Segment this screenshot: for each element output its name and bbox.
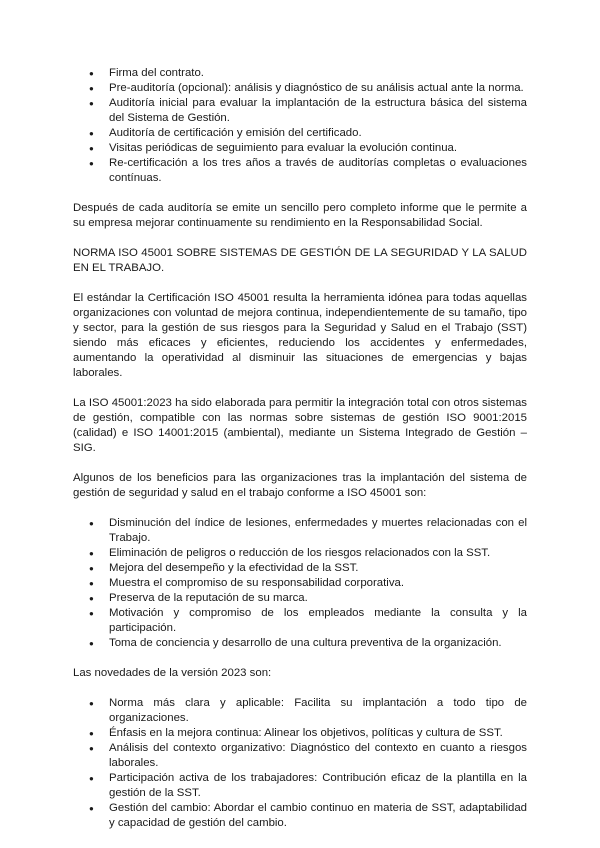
list-item: ● Visitas periódicas de seguimiento para evaluar la evolución continua.: [73, 141, 527, 156]
list-item: ● Gestión del cambio: Abordar el cambio continuo en materia de SST, adaptabilidad y capacidad de gestión del cambio.: [73, 801, 527, 831]
list-item: ● Participación activa de los trabajadores: Contribución eficaz de la plantilla en la gestión de la SST.: [73, 771, 527, 801]
paragraph: Después de cada auditoría se emite un sencillo pero completo informe que le permite a su empresa mejorar continuamente su rendimiento en la Responsabilidad Social.: [73, 202, 527, 229]
process-steps-list: [73, 66, 527, 186]
list-item: ● Auditoría inicial para evaluar la implantación de la estructura básica del sistema del Sistema de Gestión.: [73, 96, 527, 126]
list-item: ● Preserva de la reputación de su marca.: [73, 591, 527, 606]
list-item: ● Motivación y compromiso de los empleados mediante la consulta y la participación.: [73, 606, 527, 636]
list-item: ● Análisis del contexto organizativo: Diagnóstico del contexto en cuanto a riesgos laborales.: [73, 741, 527, 771]
list-item: ● Firma del contrato.: [73, 66, 527, 81]
paragraph: Las novedades de la versión 2023 son:: [73, 667, 272, 679]
list-item: ● Re-certificación a los tres años a través de auditorías completas o evaluaciones contínuas.: [73, 156, 527, 186]
paragraph: Algunos de los beneficios para las organizaciones tras la implantación del sistema de gestión de seguridad y salud en el trabajo conforme a ISO 45001 son:: [73, 472, 527, 499]
list-item: ● Muestra el compromiso de su responsabilidad corporativa.: [73, 576, 527, 591]
list-item: ● Pre-auditoría (opcional): análisis y diagnóstico de su análisis actual ante la norma.: [73, 81, 527, 96]
list-item: ● Auditoría de certificación y emisión del certificado.: [73, 126, 527, 141]
benefits-list: [73, 516, 527, 651]
list-item: ● Énfasis en la mejora continua: Alinear los objetivos, políticas y cultura de SST.: [73, 726, 527, 741]
list-item: ● Norma más clara y aplicable: Facilita su implantación a todo tipo de organizaciones.: [73, 696, 527, 726]
paragraph: La ISO 45001:2023 ha sido elaborada para permitir la integración total con otros sistemas de gestión, compatible con las normas sobre sistemas de gestión ISO 9001:2015 (calidad) e ISO 14001:2015 (ambiental), mediante un Sistema Integrado de Gestión – SIG.: [73, 397, 527, 454]
list-item: ● Eliminación de peligros o reducción de los riesgos relacionados con la SST.: [73, 546, 527, 561]
list-item: ● Disminución del índice de lesiones, enfermedades y muertes relacionadas con el Trabajo.: [73, 516, 527, 546]
novelties-list: [73, 696, 527, 831]
paragraph: El estándar la Certificación ISO 45001 resulta la herramienta idónea para todas aquellas organizaciones con voluntad de mejora continua, independientemente de su tamaño, tipo y sector, para la gestión de sus riesgos para la Seguridad y Salud en el Trabajo (SST) siendo más eficaces y eficientes, reduciendo los accidentes y enfermedades, aumentando la operatividad al disminuir las situaciones de emergencias y bajas laborales.: [73, 292, 527, 379]
list-item: ● Toma de conciencia y desarrollo de una cultura preventiva de la organización.: [73, 636, 527, 651]
list-item: ● Mejora del desempeño y la efectividad de la SST.: [73, 561, 527, 576]
section-heading: NORMA ISO 45001 SOBRE SISTEMAS DE GESTIÓN DE LA SEGURIDAD Y LA SALUD EN EL TRABAJO.: [73, 247, 527, 274]
